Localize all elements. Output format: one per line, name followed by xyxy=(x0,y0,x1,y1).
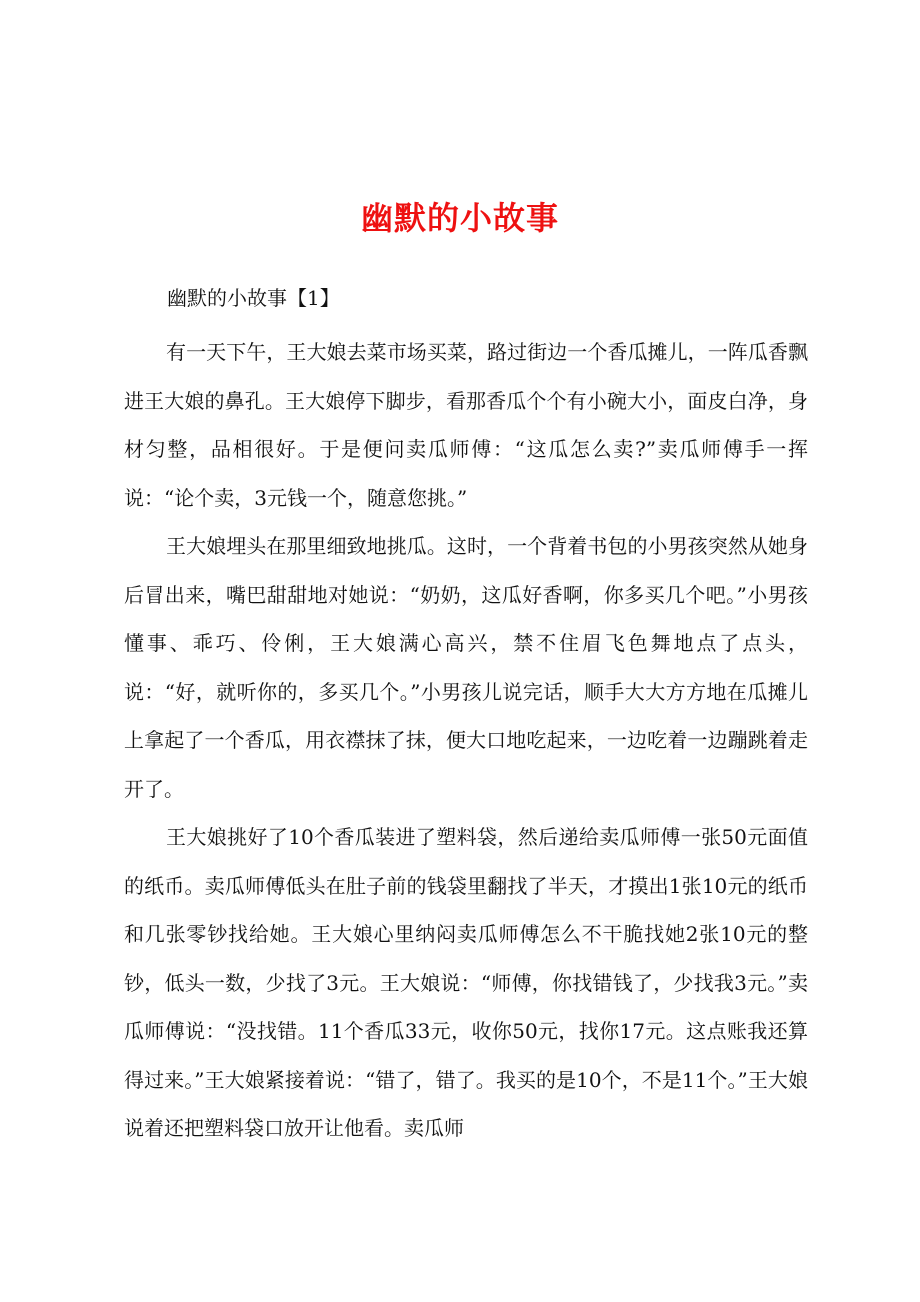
story-paragraph-1: 有一天下午，王大娘去菜市场买菜，路过街边一个香瓜摊儿，一阵瓜香飘进王大娘的鼻孔。王大娘停下脚步，看那香瓜个个有小碗大小，面皮白净，身材匀整，品相很好。于是便问卖瓜师傅：“这瓜怎么卖?”卖瓜师傅手一挥说：“论个卖，3元钱一个，随意您挑。” xyxy=(124,340,808,510)
section-subtitle: 幽默的小故事【1】 xyxy=(167,286,340,310)
story-paragraph-3: 王大娘挑好了10个香瓜装进了塑料袋，然后递给卖瓜师傅一张50元面值的纸币。卖瓜师傅低头在肚子前的钱袋里翻找了半天，才摸出1张10元的纸币和几张零钞找给她。王大娘心里纳闷卖瓜师傅怎么不干脆找她2张10元的整钞，低头一数，少找了3元。王大娘说：“师傅，你找错钱了，少找我3元。”卖瓜师傅说：“没找错。11个香瓜33元，收你50元，找你17元。这点账我还算得过来。”王大娘紧接着说：“错了，错了。我买的是10个，不是11个。”王大娘说着还把塑料袋口放开让他看。卖瓜师 xyxy=(124,825,808,1140)
document-title: 幽默的小故事 xyxy=(360,199,559,237)
story-paragraph-2: 王大娘埋头在那里细致地挑瓜。这时，一个背着书包的小男孩突然从她身后冒出来，嘴巴甜甜地对她说：“奶奶，这瓜好香啊，你多买几个吧。”小男孩懂事、乖巧、伶俐，王大娘满心高兴，禁不住眉飞色舞地点了点头，说：“好，就听你的，多买几个。”小男孩儿说完话，顺手大大方方地在瓜摊儿上拿起了一个香瓜，用衣襟抹了抹，便大口地吃起来，一边吃着一边蹦跳着走开了。 xyxy=(124,534,808,801)
story-body xyxy=(124,328,808,1153)
